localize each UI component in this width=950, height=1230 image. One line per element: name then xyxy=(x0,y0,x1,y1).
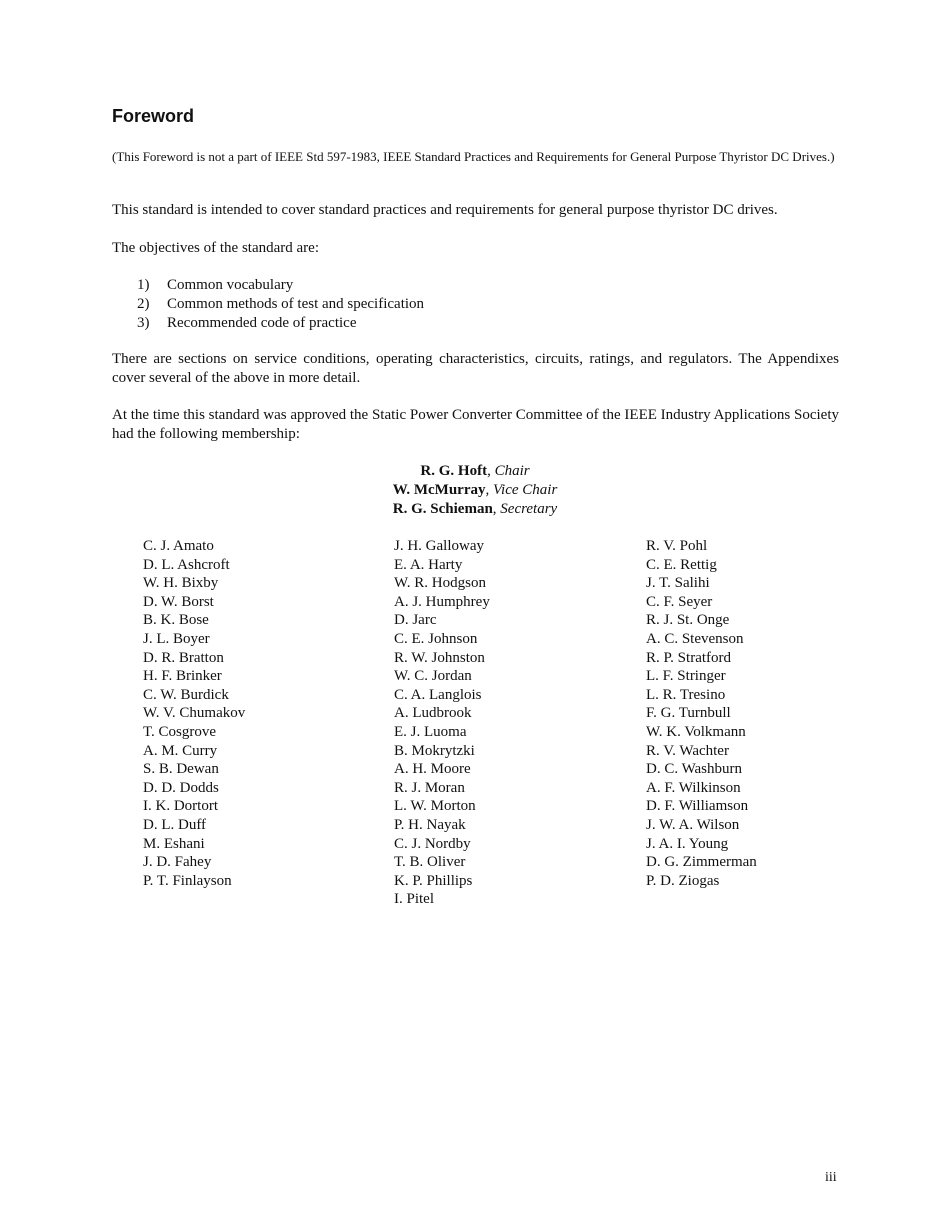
member-name: T. B. Oliver xyxy=(394,854,466,871)
member-name: T. Cosgrove xyxy=(143,723,217,740)
objectives-lead: The objectives of the standard are: xyxy=(112,240,319,256)
member-name: D. F. Williamson xyxy=(646,798,749,815)
member-name: A. H. Moore xyxy=(394,761,471,778)
member-name: M. Eshani xyxy=(143,835,205,852)
member-name: P. D. Ziogas xyxy=(646,872,720,889)
member-name: D. W. Borst xyxy=(143,593,214,610)
member-name: B. Mokrytzki xyxy=(394,742,475,759)
member-name: D. G. Zimmerman xyxy=(646,854,757,871)
member-name: A. C. Stevenson xyxy=(646,630,744,647)
member-name: C. W. Burdick xyxy=(143,686,229,703)
member-name: J. D. Fahey xyxy=(143,854,212,871)
list-number: 2) xyxy=(137,296,150,312)
member-name: J. L. Boyer xyxy=(143,630,210,647)
list-item xyxy=(137,295,424,314)
member-name: D. D. Dodds xyxy=(143,779,219,796)
member-name: W. V. Chumakov xyxy=(143,705,246,722)
member-name: C. J. Nordby xyxy=(394,835,471,852)
list-text: Common methods of test and specification xyxy=(167,296,425,312)
objectives-list xyxy=(137,276,424,333)
member-name: I. Pitel xyxy=(394,891,434,908)
member-name: W. C. Jordan xyxy=(394,668,472,685)
member-name: C. J. Amato xyxy=(143,538,214,554)
member-name: D. Jarc xyxy=(394,612,437,629)
member-name: J. H. Galloway xyxy=(394,538,484,554)
committee-officers xyxy=(0,462,950,519)
member-name: J. W. A. Wilson xyxy=(646,816,740,833)
member-name: P. H. Nayak xyxy=(394,816,466,833)
member-name: R. J. St. Onge xyxy=(646,612,730,629)
page-number: iii xyxy=(825,1170,837,1185)
officer-role: Vice Chair xyxy=(492,482,558,498)
member-column-1 xyxy=(143,537,245,890)
sections-paragraph: There are sections on service conditions, operating characteristics, circuits, ratings, and regulators. The Appendixes cover several of the above in more detail. xyxy=(112,351,839,386)
member-name: P. T. Finlayson xyxy=(143,872,232,889)
member-name: S. B. Dewan xyxy=(143,761,219,778)
officer-name: W. McMurray xyxy=(392,482,486,498)
member-name: D. L. Duff xyxy=(143,816,207,833)
member-name: H. F. Brinker xyxy=(143,668,222,685)
member-column-2 xyxy=(394,537,490,909)
member-name: C. E. Johnson xyxy=(394,630,478,647)
member-name: R. V. Wachter xyxy=(646,742,729,759)
membership-paragraph: At the time this standard was approved the Static Power Converter Committee of the IEEE Industry Applications Society had the following membership: xyxy=(112,407,839,442)
foreword-note: (This Foreword is not a part of IEEE Std 597-1983, IEEE Standard Practices and Requirements for General Purpose Thyristor DC Drives.) xyxy=(112,149,835,164)
member-name: W. H. Bixby xyxy=(143,575,219,592)
member-name: L. W. Morton xyxy=(394,798,476,815)
member-name: A. Ludbrook xyxy=(394,705,472,722)
member-name: D. R. Bratton xyxy=(143,649,224,666)
list-item xyxy=(137,314,424,333)
member-name: D. L. Ashcroft xyxy=(143,556,230,573)
member-name: W. K. Volkmann xyxy=(646,723,746,740)
officer-name: R. G. Hoft xyxy=(420,463,488,479)
member-name: I. K. Dortort xyxy=(143,798,218,815)
officer-vice-chair: W. McMurray, Vice Chair xyxy=(392,482,558,498)
member-name: D. C. Washburn xyxy=(646,761,743,778)
member-name: E. A. Harty xyxy=(394,556,463,573)
member-name: E. J. Luoma xyxy=(394,723,467,740)
list-text: Common vocabulary xyxy=(167,277,294,293)
officer-name: R. G. Schieman xyxy=(392,501,493,517)
member-name: R. V. Pohl xyxy=(646,538,708,554)
list-number: 3) xyxy=(137,315,150,331)
member-name: F. G. Turnbull xyxy=(646,705,731,722)
page-title: Foreword xyxy=(112,106,195,126)
member-name: R. P. Stratford xyxy=(646,649,732,666)
member-name: C. E. Rettig xyxy=(646,556,717,573)
member-name: J. A. I. Young xyxy=(646,835,729,852)
list-item xyxy=(137,276,424,295)
officer-role: Chair xyxy=(494,463,530,479)
officer-chair: R. G. Hoft, Chair xyxy=(420,463,530,479)
member-name: A. J. Humphrey xyxy=(394,593,490,610)
member-name: A. F. Wilkinson xyxy=(646,779,741,796)
member-name: C. F. Seyer xyxy=(646,593,713,610)
member-name: R. W. Johnston xyxy=(394,649,485,666)
member-name: C. A. Langlois xyxy=(394,686,482,703)
member-name: A. M. Curry xyxy=(143,742,218,759)
member-name: J. T. Salihi xyxy=(646,575,710,592)
member-name: K. P. Phillips xyxy=(394,872,473,889)
member-name: B. K. Bose xyxy=(143,612,209,629)
list-text: Recommended code of practice xyxy=(167,315,357,331)
intro-paragraph: This standard is intended to cover standard practices and requirements for general purpose thyristor DC drives. xyxy=(112,202,778,218)
member-name: L. R. Tresino xyxy=(646,686,726,703)
list-number: 1) xyxy=(137,277,150,293)
member-name: L. F. Stringer xyxy=(646,668,726,685)
officer-role: Secretary xyxy=(500,501,558,517)
member-column-3 xyxy=(646,537,757,890)
member-name: W. R. Hodgson xyxy=(394,575,486,592)
member-name: R. J. Moran xyxy=(394,779,465,796)
officer-secretary: R. G. Schieman, Secretary xyxy=(392,501,558,517)
